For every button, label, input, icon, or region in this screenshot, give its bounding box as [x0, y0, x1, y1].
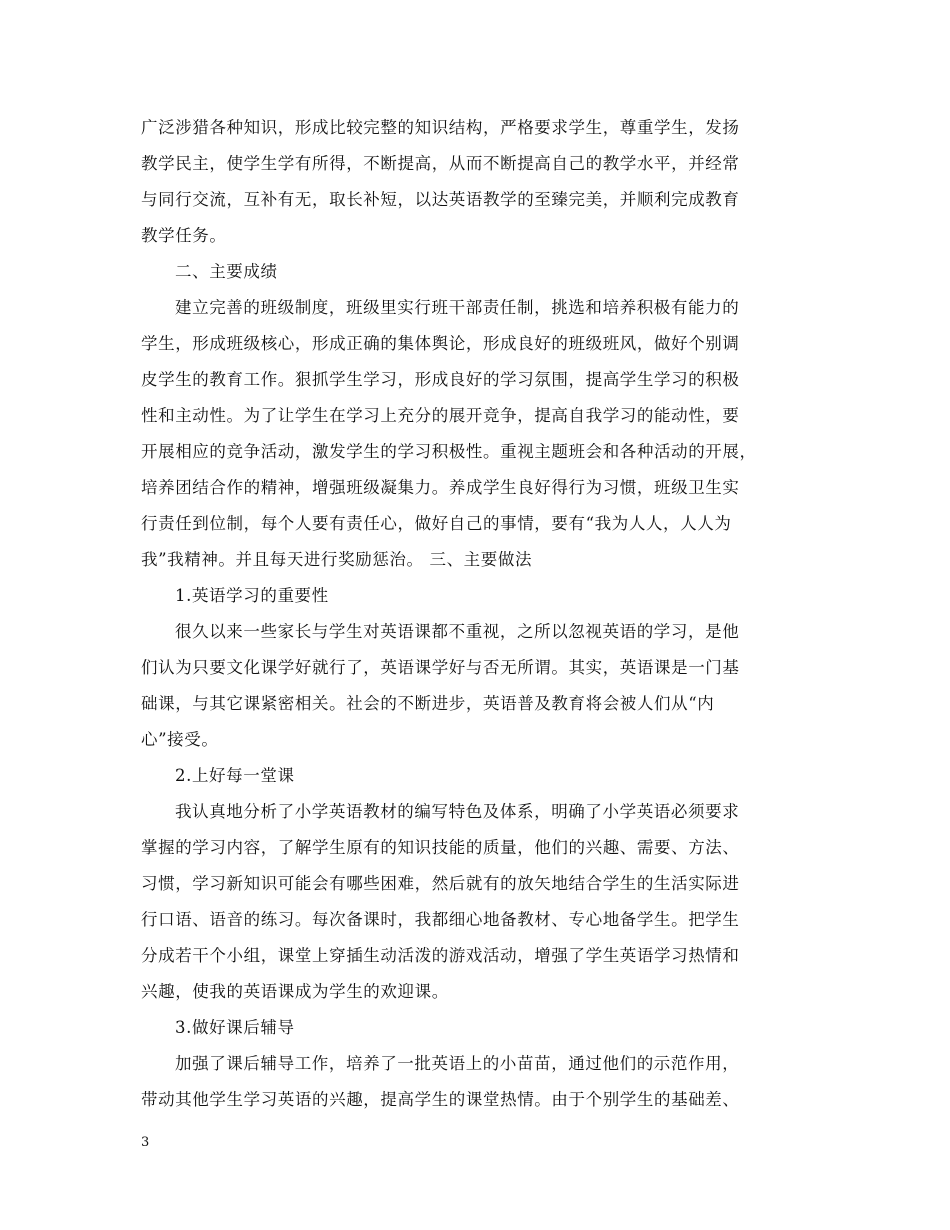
text-line: 行责任到位制，每个人要有责任心，做好自己的事情，要有“我为人人，人人为 [141, 514, 732, 533]
text-line: 我认真地分析了小学英语教材的编写特色及体系，明确了小学英语必须要求 [175, 802, 740, 821]
text-line: 们认为只要文化课学好就行了，英语课学好与否无所谓。其实，英语课是一门基 [141, 658, 740, 677]
text-line: 兴趣，使我的英语课成为学生的欢迎课。 [141, 982, 449, 1001]
text-line: 培养团结合作的精神，增强班级凝集力。养成学生良好得行为习惯，班级卫生实 [141, 478, 740, 497]
text-line: 学生，形成班级核心，形成正确的集体舆论，形成良好的班级班风，做好个别调 [141, 334, 740, 353]
text-line: 础课，与其它课紧密相关。社会的不断进步，英语普及教育将会被人们从“内 [141, 694, 715, 713]
text-line: 教学民主，使学生学有所得，不断提高，从而不断提高自己的教学水平，并经常 [141, 154, 740, 173]
text-line: 习惯，学习新知识可能会有哪些困难，然后就有的放矢地结合学生的生活实际进 [141, 874, 740, 893]
text-line: 很久以来一些家长与学生对英语课都不重视，之所以忽视英语的学习，是他 [175, 622, 740, 641]
text-line: 与同行交流，互补有无，取长补短，以达英语教学的至臻完美，并顺利完成教育 [141, 190, 740, 209]
text-line: 性和主动性。为了让学生在学习上充分的展开竞争，提高自我学习的能动性，要 [141, 406, 740, 425]
text-line: 加强了课后辅导工作，培养了一批英语上的小苗苗，通过他们的示范作用， [175, 1054, 740, 1073]
text-line: 开展相应的竞争活动，激发学生的学习积极性。重视主题班会和各种活动的开展， [141, 442, 757, 461]
text-line: 我”我精神。并且每天进行奖励惩治。 三、主要做法 [141, 550, 533, 569]
text-line: 心”接受。 [141, 730, 219, 749]
text-line: 广泛涉猎各种知识，形成比较完整的知识结构，严格要求学生，尊重学生，发扬 [141, 118, 740, 137]
text-line: 掌握的学习内容，了解学生原有的知识技能的质量，他们的兴趣、需要、方法、 [141, 838, 740, 857]
section-heading: 二、主要成绩 [175, 262, 278, 281]
subsection-heading: 3.做好课后辅导 [175, 1018, 295, 1037]
text-line: 分成若干个小组，课堂上穿插生动活泼的游戏活动，增强了学生英语学习热情和 [141, 946, 740, 965]
text-line: 教学任务。 [141, 226, 227, 245]
subsection-heading: 2.上好每一堂课 [175, 766, 295, 785]
text-line: 带动其他学生学习英语的兴趣，提高学生的课堂热情。由于个别学生的基础差、 [141, 1090, 740, 1109]
text-line: 皮学生的教育工作。狠抓学生学习，形成良好的学习氛围，提高学生学习的积极 [141, 370, 740, 389]
subsection-heading: 1.英语学习的重要性 [175, 586, 329, 605]
text-line: 建立完善的班级制度，班级里实行班干部责任制，挑选和培养积极有能力的 [175, 298, 740, 317]
text-line: 行口语、语音的练习。每次备课时，我都细心地备教材、专心地备学生。把学生 [141, 910, 740, 929]
page-number: 3 [141, 1135, 150, 1150]
